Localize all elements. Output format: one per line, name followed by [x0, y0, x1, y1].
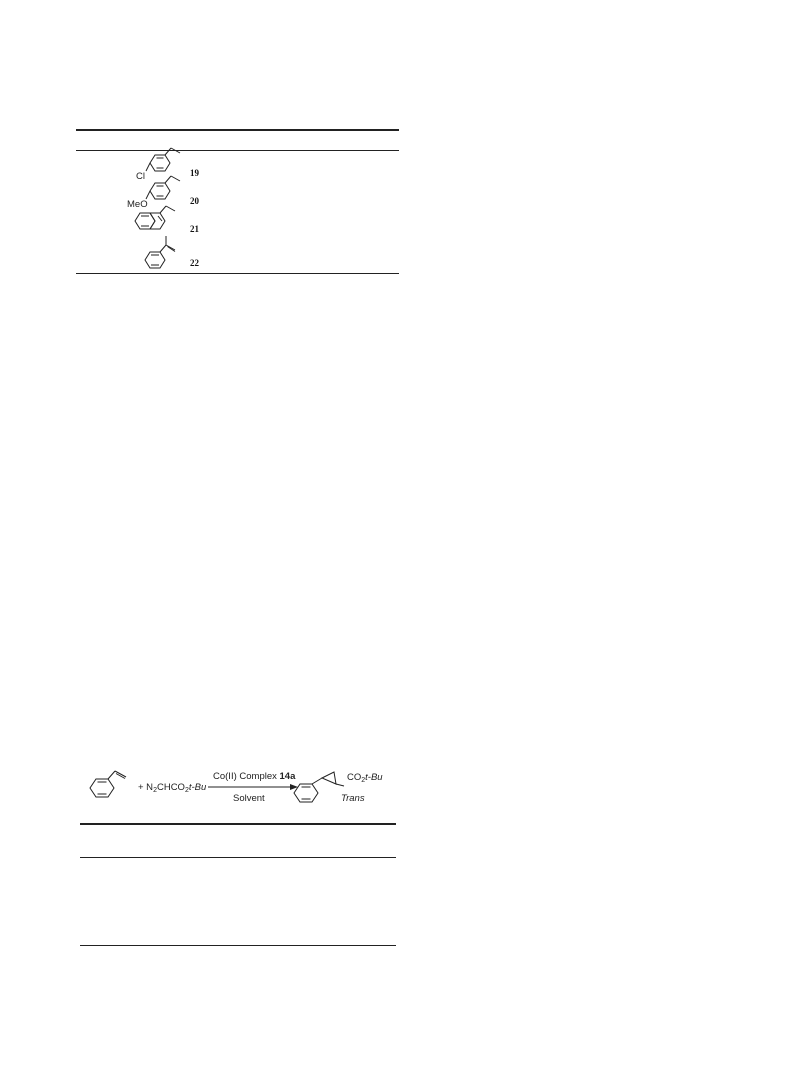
table1-top-rule — [76, 129, 399, 131]
chloro-substituent-label: Cl — [136, 171, 145, 182]
compound-number-19: 19 — [190, 168, 199, 178]
table1-header-rule — [76, 150, 399, 151]
ester-group-label: $CO_2t-Bu$ — [347, 772, 383, 784]
solvent-label: Solvent — [233, 793, 265, 804]
catalyst-label: Co(II) Complex 14a — [213, 771, 296, 782]
table2-top-rule — [80, 823, 396, 825]
compound-number-22: 22 — [190, 258, 199, 268]
table2-bottom-rule — [80, 945, 396, 946]
styrene-reactant-structure — [86, 765, 136, 805]
compound-number-21: 21 — [190, 224, 199, 234]
compound-number-20: 20 — [190, 196, 199, 206]
table1-bottom-rule — [76, 273, 399, 274]
reaction-arrow — [208, 782, 298, 792]
diazo-reagent-text: + $N_2CHCO_2t-Bu$ — [138, 782, 207, 794]
table2-header-rule — [80, 857, 396, 858]
methoxy-substituent-label: MeO — [127, 199, 148, 210]
trans-stereo-label: Trans — [341, 793, 365, 804]
